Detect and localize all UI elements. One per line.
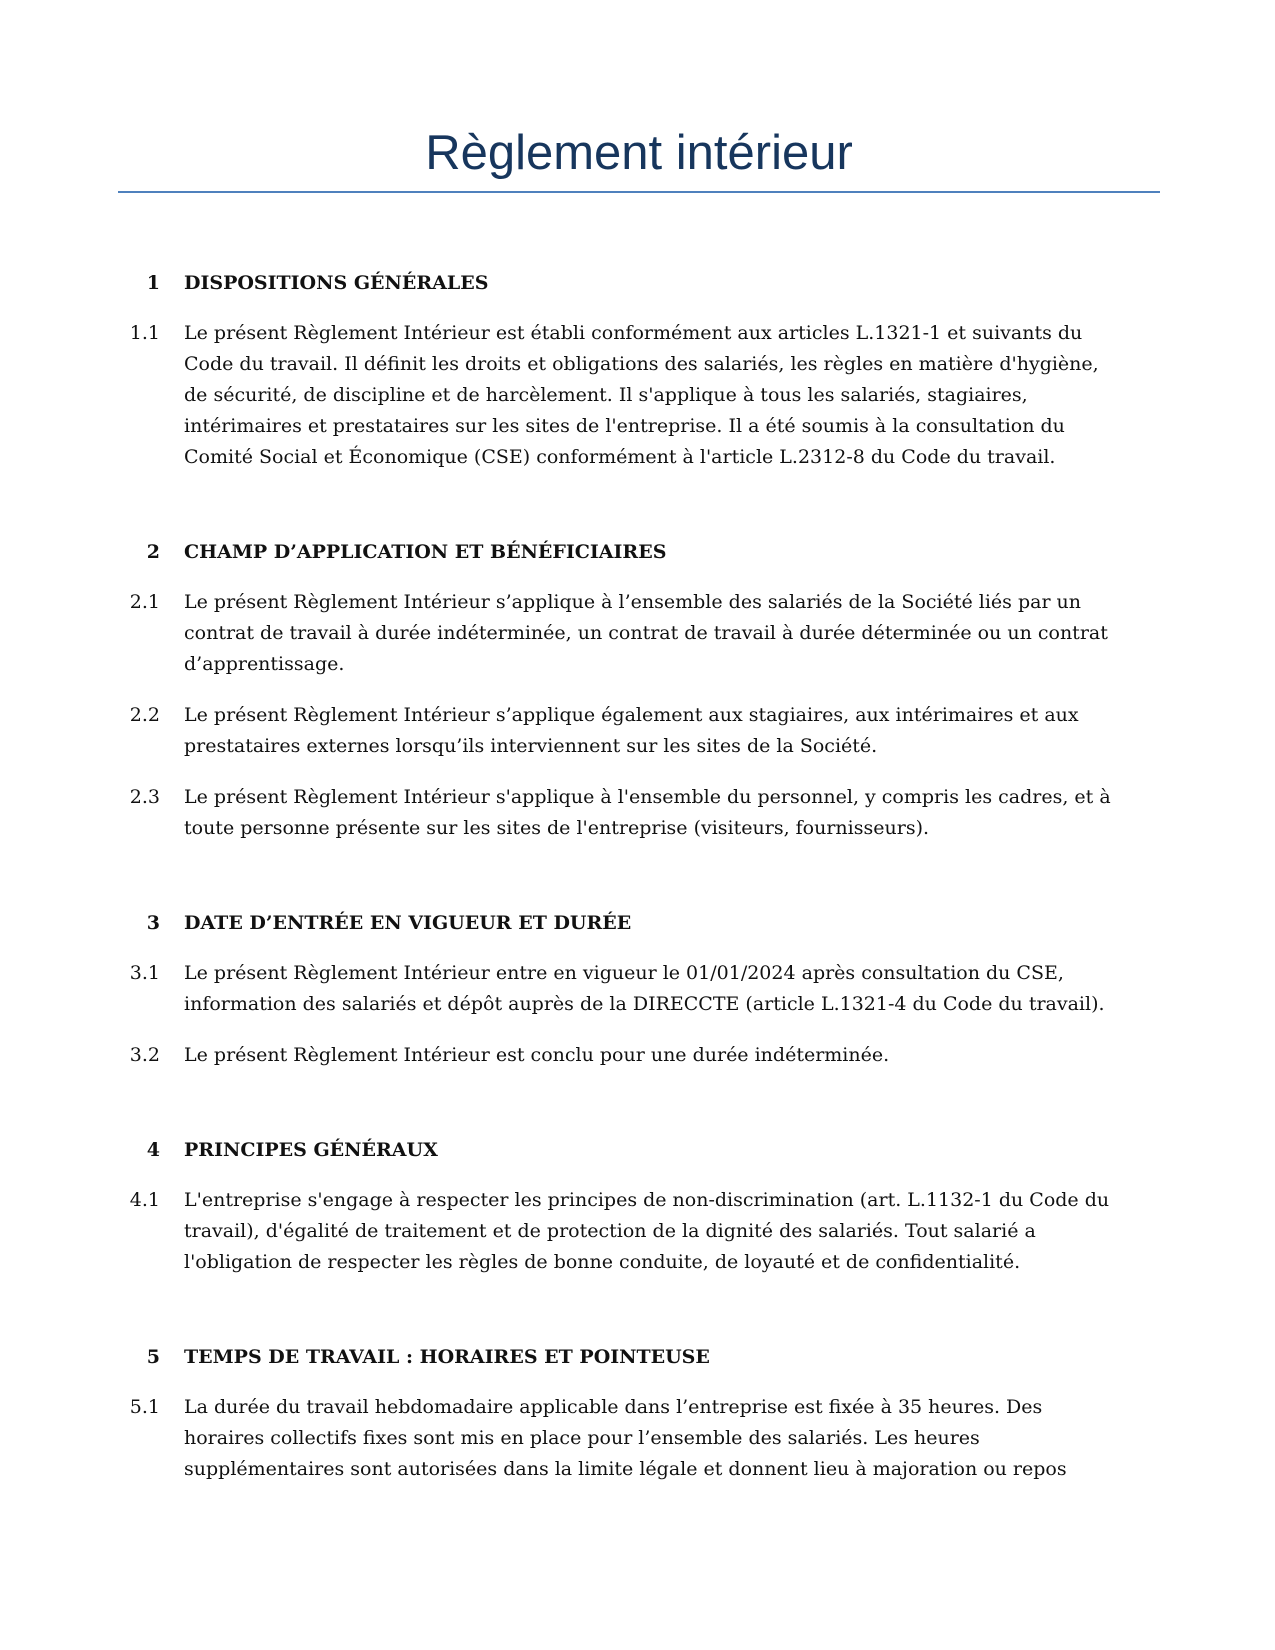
- section-heading: [0, 1135, 1275, 1165]
- section-title: PRINCIPES GÉNÉRAUX: [184, 1139, 438, 1161]
- article-number: 5.1: [129, 1396, 160, 1418]
- document-body: [0, 268, 1275, 1549]
- article: [0, 782, 1275, 844]
- section-number: 4: [146, 1139, 160, 1161]
- article: [0, 1185, 1275, 1278]
- section-2: [0, 537, 1275, 844]
- article-text: Le présent Règlement Intérieur est conclu pour une durée indéterminée.: [184, 1044, 890, 1066]
- section-3: [0, 908, 1275, 1071]
- section-heading: [0, 1342, 1275, 1372]
- section-title: DISPOSITIONS GÉNÉRALES: [184, 272, 489, 294]
- article: [0, 587, 1275, 680]
- title-underline: [118, 191, 1160, 193]
- section-title: CHAMP D’APPLICATION ET BÉNÉFICIAIRES: [184, 541, 667, 563]
- article-text: Le présent Règlement Intérieur est établi conformément aux articles L.1321-1 et suivants du Code du travail. Il définit les droits et obligations des salariés, les règles en matière d'hygiène, de sécurité, de discipline et de harcèlement. Il s'applique à tous les salariés, stagiaires, intérimaires et prestataires sur les sites de l'entreprise. Il a été soumis à la consultation du Comité Social et Économique (CSE) conformément à l'article L.2312-8 du Code du travail.: [184, 322, 1099, 468]
- article: [0, 958, 1275, 1020]
- article-number: 2.3: [129, 786, 160, 808]
- section-number: 2: [146, 541, 160, 563]
- article-text: Le présent Règlement Intérieur entre en vigueur le 01/01/2024 après consultation du CSE, information des salariés et dépôt auprès de la DIRECCTE (article L.1321-4 du Code du travail).: [184, 962, 1105, 1015]
- section-heading: [0, 908, 1275, 938]
- article-number: 3.1: [129, 962, 160, 984]
- section-heading: [0, 537, 1275, 567]
- article-number: 3.2: [129, 1044, 160, 1066]
- article: [0, 1392, 1275, 1485]
- article-number: 4.1: [129, 1189, 160, 1211]
- section-title: DATE D’ENTRÉE EN VIGUEUR ET DURÉE: [184, 912, 632, 934]
- article-text: La durée du travail hebdomadaire applicable dans l’entreprise est fixée à 35 heures. Des horaires collectifs fixes sont mis en place pour l’ensemble des salariés. Les heures supplémentaires sont autorisées dans la limite légale et donnent lieu à majoration ou repos: [184, 1396, 1067, 1480]
- section-number: 1: [146, 272, 160, 294]
- article-number: 1.1: [129, 322, 160, 344]
- section-title: TEMPS DE TRAVAIL : HORAIRES ET POINTEUSE: [184, 1346, 710, 1368]
- section-number: 3: [146, 912, 160, 934]
- article-text: Le présent Règlement Intérieur s’applique également aux stagiaires, aux intérimaires et aux prestataires externes lorsqu’ils interviennent sur les sites de la Société.: [184, 704, 1079, 757]
- article: [0, 700, 1275, 762]
- document-title: Règlement intérieur: [425, 126, 853, 180]
- section-heading: [0, 268, 1275, 298]
- article-text: Le présent Règlement Intérieur s’applique à l’ensemble des salariés de la Société liés par un contrat de travail à durée indéterminée, un contrat de travail à durée déterminée ou un contrat d’apprentissage.: [184, 591, 1108, 675]
- section-4: [0, 1135, 1275, 1278]
- section-5: [0, 1342, 1275, 1485]
- section-1: [0, 268, 1275, 473]
- article-number: 2.2: [129, 704, 160, 726]
- article-number: 2.1: [129, 591, 160, 613]
- article-text: L'entreprise s'engage à respecter les principes de non-discrimination (art. L.1132-1 du Code du travail), d'égalité de traitement et de protection de la dignité des salariés. Tout salarié a l'obligation de respecter les règles de bonne conduite, de loyauté et de confidentialité.: [184, 1189, 1110, 1273]
- article: [0, 1040, 1275, 1071]
- section-number: 5: [146, 1346, 160, 1368]
- article: [0, 318, 1275, 473]
- article-text: Le présent Règlement Intérieur s'applique à l'ensemble du personnel, y compris les cadres, et à toute personne présente sur les sites de l'entreprise (visiteurs, fournisseurs).: [184, 786, 1111, 839]
